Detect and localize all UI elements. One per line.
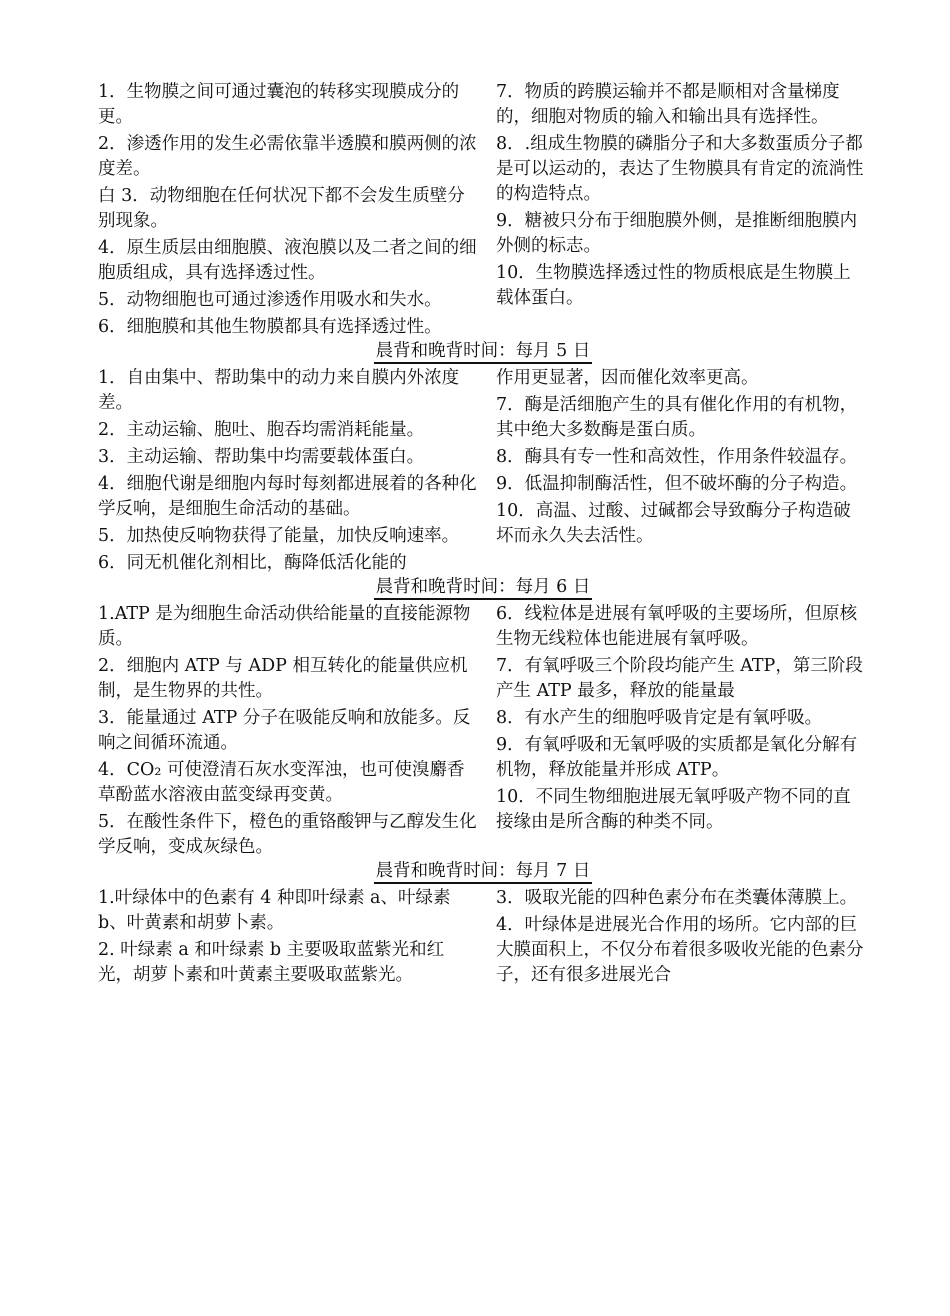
- list-item: 1.叶绿体中的色素有 4 种即叶绿素 a、叶绿素 b、叶黄素和胡萝卜素。: [98, 888, 451, 933]
- list-item: 8．酶具有专一性和高效性，作用条件较温存。: [496, 447, 858, 467]
- list-item: 5．在酸性条件下，橙色的重铬酸钾与乙醇发生化学反响，变成灰绿色。: [98, 812, 477, 857]
- list-item: 10．不同生物细胞进展无氧呼吸产物不同的直接缘由是所含酶的种类不同。: [496, 787, 851, 832]
- section-1-right-column: [496, 80, 868, 340]
- section-4-left-column: [98, 886, 478, 988]
- list-item: 3．主动运输、帮助集中均需要载体蛋白。: [98, 447, 425, 467]
- section-4: [98, 886, 868, 988]
- section-header: 晨背和晚背时间：每月 7 日: [374, 860, 593, 884]
- list-item: 6．同无机催化剂相比，酶降低活化能的: [98, 553, 407, 573]
- section-3-right-column: [496, 602, 868, 860]
- section-3: [98, 602, 868, 860]
- list-item: 6．线粒体是进展有氧呼吸的主要场所，但原核生物无线粒体也能进展有氧呼吸。: [496, 604, 858, 649]
- list-item: 4．CO₂ 可使澄清石灰水变浑浊，也可使溴麝香草酚蓝水溶液由蓝变绿再变黄。: [98, 760, 465, 805]
- section-header: 晨背和晚背时间：每月 6 日: [374, 576, 593, 600]
- list-item: 10．生物膜选择透过性的物质根底是生物膜上载体蛋白。: [496, 263, 851, 308]
- list-item: 10．高温、过酸、过碱都会导致酶分子构造破坏而永久失去活性。: [496, 501, 851, 546]
- document-page: [98, 80, 868, 988]
- list-item: 4．细胞代谢是细胞内每时每刻都进展着的各种化学反响，是细胞生命活动的基础。: [98, 474, 477, 519]
- section-3-header-wrap: [98, 576, 868, 602]
- list-item: 2. 叶绿素 a 和叶绿素 b 主要吸取蓝紫光和红光，胡萝卜素和叶黄素主要吸取蓝紫光。: [98, 940, 445, 985]
- section-3-left-column: [98, 602, 478, 860]
- list-item: 4．原生质层由细胞膜、液泡膜以及二者之间的细胞质组成，具有选择透过性。: [98, 238, 477, 283]
- list-item: 7．有氧呼吸三个阶段均能产生 ATP，第三阶段产生 ATP 最多，释放的能量最: [496, 656, 863, 701]
- list-item: 6．细胞膜和其他生物膜都具有选择透过性。: [98, 317, 442, 337]
- section-2-header-wrap: [98, 340, 868, 366]
- list-item: 5．加热使反响物获得了能量，加快反响速率。: [98, 526, 460, 546]
- list-item: 7．物质的跨膜运输并不都是顺相对含量梯度的，细胞对物质的输入和输出具有选择性。: [496, 82, 840, 127]
- list-item: 2．细胞内 ATP 与 ADP 相互转化的能量供应机制，是生物界的共性。: [98, 656, 468, 701]
- list-item: 9．低温抑制酶活性，但不破坏酶的分子构造。: [496, 474, 858, 494]
- section-1-left-column: [98, 80, 478, 340]
- list-item: 8．.组成生物膜的磷脂分子和大多数蛋质分子都是可以运动的，表达了生物膜具有肯定的流淌性的构造特点。: [496, 134, 864, 204]
- section-4-right-column: [496, 886, 868, 988]
- section-4-header-wrap: [98, 860, 868, 886]
- section-2-left-column: [98, 366, 478, 576]
- list-item: 7．酶是活细胞产生的具有催化作用的有机物，其中绝大多数酶是蛋白质。: [496, 395, 858, 440]
- section-header: 晨背和晚背时间：每月 5 日: [374, 340, 593, 364]
- section-2-right-column: [496, 366, 868, 576]
- list-item: 作用更显著，因而催化效率更高。: [496, 368, 759, 388]
- list-item: 4．叶绿体是进展光合作用的场所。它内部的巨大膜面积上，不仅分布着很多吸收光能的色素分子，还有很多进展光合: [496, 915, 864, 985]
- list-item: 9．糖被只分布于细胞膜外侧，是推断细胞膜内外侧的标志。: [496, 211, 858, 256]
- section-2: [98, 366, 868, 576]
- list-item: 2．主动运输、胞吐、胞吞均需消耗能量。: [98, 420, 425, 440]
- list-item: 8．有水产生的细胞呼吸肯定是有氧呼吸。: [496, 708, 823, 728]
- list-item: 1.ATP 是为细胞生命活动供给能量的直接能源物质。: [98, 604, 471, 649]
- list-item: 9．有氧呼吸和无氧呼吸的实质都是氧化分解有机物，释放能量并形成 ATP。: [496, 735, 858, 780]
- list-item: 3．能量通过 ATP 分子在吸能反响和放能多。反响之间循环流通。: [98, 708, 471, 753]
- list-item: 2．渗透作用的发生必需依靠半透膜和膜两侧的浓度差。: [98, 134, 477, 179]
- list-item: 5．动物细胞也可通过渗透作用吸水和失水。: [98, 290, 442, 310]
- list-item: 1．自由集中、帮助集中的动力来自膜内外浓度差。: [98, 368, 460, 413]
- list-item: 白 3．动物细胞在任何状况下都不会发生质壁分别现象。: [98, 186, 465, 231]
- section-1: [98, 80, 868, 340]
- list-item: 1．生物膜之间可通过囊泡的转移实现膜成分的更。: [98, 82, 460, 127]
- list-item: 3．吸取光能的四种色素分布在类囊体薄膜上。: [496, 888, 858, 908]
